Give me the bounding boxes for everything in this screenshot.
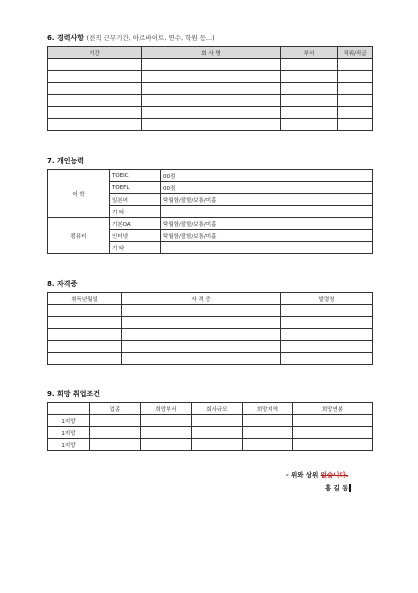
table-row bbox=[48, 218, 373, 230]
desired-header-company-size: 회사규모 bbox=[192, 403, 243, 415]
computer-value[interactable]: 탁월함/잘함/보통/미흡 bbox=[161, 230, 373, 242]
desired-header-industry: 업종 bbox=[90, 403, 141, 415]
salary-cell[interactable] bbox=[293, 415, 373, 427]
desired-title: 9. 희망 취업조건 bbox=[47, 390, 100, 398]
period-cell[interactable] bbox=[48, 119, 142, 131]
date-cell[interactable] bbox=[48, 341, 122, 353]
position-cell[interactable] bbox=[338, 119, 373, 131]
career-header-row bbox=[48, 47, 373, 59]
table-row bbox=[48, 329, 373, 341]
region-cell[interactable] bbox=[243, 439, 293, 451]
issuer-cell[interactable] bbox=[281, 353, 373, 365]
period-cell[interactable] bbox=[48, 83, 142, 95]
table-row bbox=[48, 341, 373, 353]
company-cell[interactable] bbox=[142, 119, 281, 131]
desired-table bbox=[47, 402, 373, 451]
department-cell[interactable] bbox=[141, 415, 192, 427]
preference-label: 1지망 bbox=[48, 427, 90, 439]
abilities-section-title bbox=[47, 156, 84, 166]
certificate-cell[interactable] bbox=[122, 329, 281, 341]
certificates-header-issuer: 발령청 bbox=[281, 293, 373, 305]
position-cell[interactable] bbox=[338, 95, 373, 107]
career-title: 6. 경력사항 bbox=[47, 34, 85, 42]
table-row bbox=[48, 83, 373, 95]
position-cell[interactable] bbox=[338, 107, 373, 119]
computer-category-label: 컴퓨터 bbox=[48, 218, 110, 254]
career-header-department: 부서 bbox=[281, 47, 338, 59]
computer-item: 인터넷 bbox=[110, 230, 161, 242]
career-subtitle: (전직 근무기간, 아르바이트, 연수, 학원 등...) bbox=[86, 34, 215, 42]
applicant-name[interactable]: 홍 길 동 bbox=[325, 484, 349, 492]
company-cell[interactable] bbox=[142, 95, 281, 107]
company-cell[interactable] bbox=[142, 83, 281, 95]
table-row bbox=[48, 353, 373, 365]
career-section-title bbox=[47, 33, 215, 43]
department-cell[interactable] bbox=[281, 95, 338, 107]
language-item: TOEFL bbox=[110, 182, 161, 194]
table-row bbox=[48, 415, 373, 427]
closing-statement bbox=[286, 470, 348, 479]
computer-item: 기본OA bbox=[110, 218, 161, 230]
company-size-cell[interactable] bbox=[192, 415, 243, 427]
department-cell[interactable] bbox=[281, 83, 338, 95]
department-cell[interactable] bbox=[281, 119, 338, 131]
period-cell[interactable] bbox=[48, 71, 142, 83]
issuer-cell[interactable] bbox=[281, 341, 373, 353]
company-size-cell[interactable] bbox=[192, 427, 243, 439]
position-cell[interactable] bbox=[338, 71, 373, 83]
certificate-cell[interactable] bbox=[122, 317, 281, 329]
position-cell[interactable] bbox=[338, 59, 373, 71]
department-cell[interactable] bbox=[141, 439, 192, 451]
certificate-cell[interactable] bbox=[122, 353, 281, 365]
issuer-cell[interactable] bbox=[281, 305, 373, 317]
table-row bbox=[48, 317, 373, 329]
language-value[interactable]: 00점 bbox=[161, 170, 373, 182]
period-cell[interactable] bbox=[48, 59, 142, 71]
date-cell[interactable] bbox=[48, 305, 122, 317]
certificates-section-title bbox=[47, 279, 77, 289]
table-row bbox=[48, 170, 373, 182]
computer-item: 기 타 bbox=[110, 242, 161, 254]
company-cell[interactable] bbox=[142, 71, 281, 83]
language-item: 일본어 bbox=[110, 194, 161, 206]
date-cell[interactable] bbox=[48, 353, 122, 365]
salary-cell[interactable] bbox=[293, 439, 373, 451]
applicant-signature bbox=[325, 483, 351, 492]
career-header-position: 직위/직급 bbox=[338, 47, 373, 59]
certificates-title: 8. 자격증 bbox=[47, 280, 78, 288]
company-size-cell[interactable] bbox=[192, 439, 243, 451]
date-cell[interactable] bbox=[48, 329, 122, 341]
salary-cell[interactable] bbox=[293, 427, 373, 439]
issuer-cell[interactable] bbox=[281, 329, 373, 341]
region-cell[interactable] bbox=[243, 427, 293, 439]
table-row bbox=[48, 305, 373, 317]
desired-header-department: 희망부서 bbox=[141, 403, 192, 415]
industry-cell[interactable] bbox=[90, 439, 141, 451]
language-value[interactable]: 탁월함/잘함/보통/미흡 bbox=[161, 194, 373, 206]
department-cell[interactable] bbox=[281, 71, 338, 83]
computer-value[interactable]: 탁월함/잘함/보통/미흡 bbox=[161, 218, 373, 230]
closing-statement-stamp: 없습니다. bbox=[320, 471, 349, 479]
text-cursor bbox=[349, 484, 351, 492]
career-header-period: 기간 bbox=[48, 47, 142, 59]
certificates-table bbox=[47, 292, 373, 365]
department-cell[interactable] bbox=[281, 107, 338, 119]
certificates-header-date: 취득년월일 bbox=[48, 293, 122, 305]
industry-cell[interactable] bbox=[90, 415, 141, 427]
certificates-header-row bbox=[48, 293, 373, 305]
computer-value[interactable] bbox=[161, 242, 373, 254]
certificate-cell[interactable] bbox=[122, 305, 281, 317]
career-header-company: 회 사 명 bbox=[142, 47, 281, 59]
desired-header-region: 희망지역 bbox=[243, 403, 293, 415]
region-cell[interactable] bbox=[243, 415, 293, 427]
department-cell[interactable] bbox=[141, 427, 192, 439]
abilities-title: 7. 개인능력 bbox=[47, 157, 85, 165]
language-value[interactable] bbox=[161, 206, 373, 218]
desired-header-blank bbox=[48, 403, 90, 415]
date-cell[interactable] bbox=[48, 317, 122, 329]
language-item: TOEIC bbox=[110, 170, 161, 182]
career-table bbox=[47, 46, 373, 131]
table-row bbox=[48, 71, 373, 83]
company-cell[interactable] bbox=[142, 59, 281, 71]
table-row bbox=[48, 59, 373, 71]
certificates-header-name: 자 격 증 bbox=[122, 293, 281, 305]
certificate-cell[interactable] bbox=[122, 341, 281, 353]
language-category-label: 어 학 bbox=[48, 170, 110, 218]
period-cell[interactable] bbox=[48, 107, 142, 119]
issuer-cell[interactable] bbox=[281, 317, 373, 329]
preference-label: 1지망 bbox=[48, 439, 90, 451]
language-value[interactable]: 00점 bbox=[161, 182, 373, 194]
industry-cell[interactable] bbox=[90, 427, 141, 439]
table-row bbox=[48, 107, 373, 119]
closing-statement-text: - 위와 상위 bbox=[286, 471, 319, 479]
table-row bbox=[48, 427, 373, 439]
department-cell[interactable] bbox=[281, 59, 338, 71]
company-cell[interactable] bbox=[142, 107, 281, 119]
period-cell[interactable] bbox=[48, 95, 142, 107]
abilities-table bbox=[47, 169, 373, 254]
desired-header-row bbox=[48, 403, 373, 415]
language-item: 기 타 bbox=[110, 206, 161, 218]
table-row bbox=[48, 119, 373, 131]
desired-section-title bbox=[47, 389, 100, 399]
table-row bbox=[48, 439, 373, 451]
preference-label: 1지망 bbox=[48, 415, 90, 427]
desired-header-salary: 희망연봉 bbox=[293, 403, 373, 415]
table-row bbox=[48, 95, 373, 107]
position-cell[interactable] bbox=[338, 83, 373, 95]
